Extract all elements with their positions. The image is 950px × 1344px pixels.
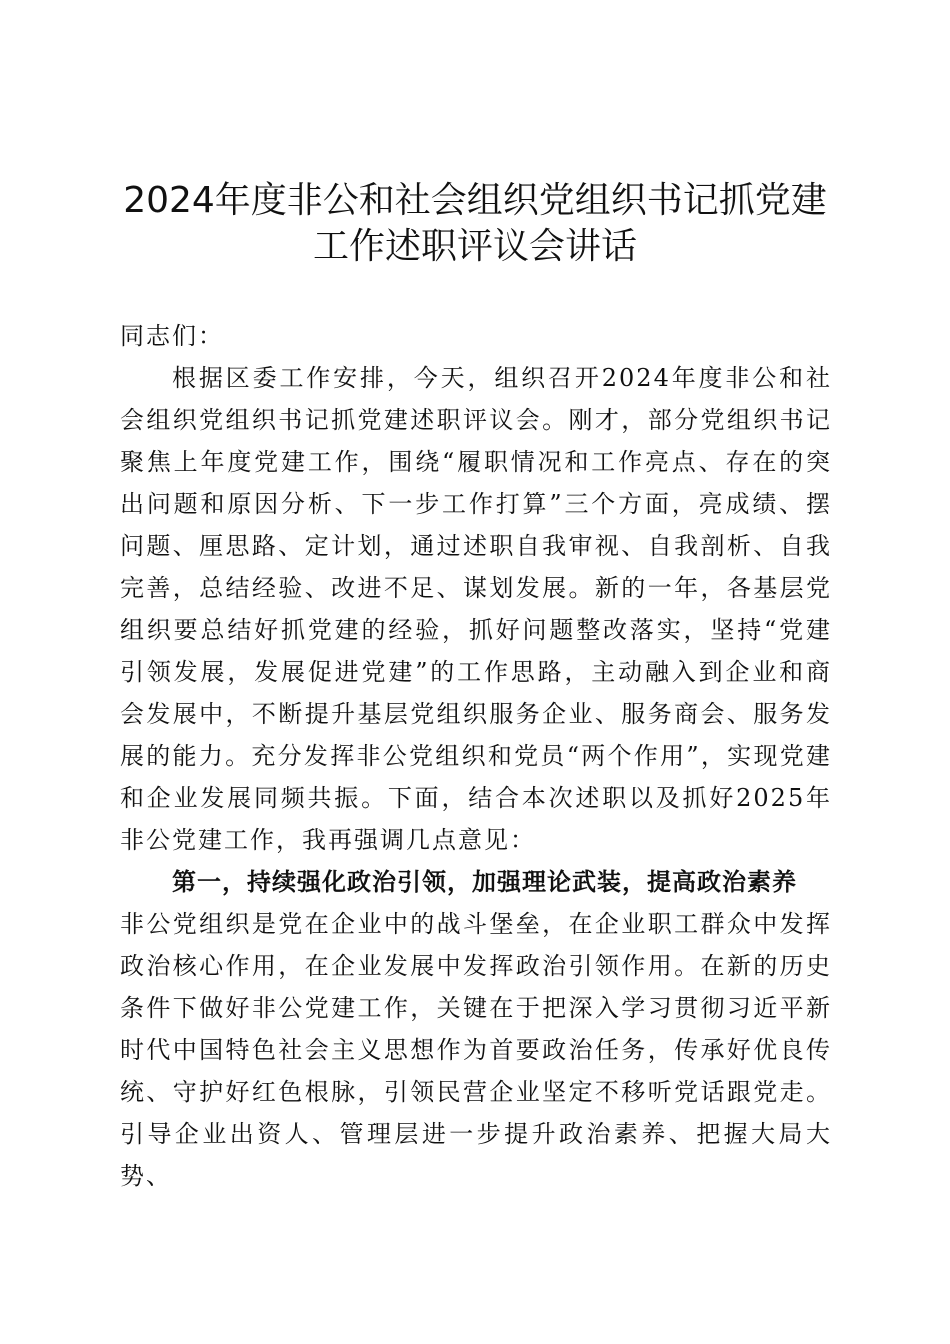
- section-heading-1: 第一，持续强化政治引领，加强理论武装，提高政治素养: [172, 867, 797, 896]
- paragraph-section-1: 非公党组织是党在企业中的战斗堡垒，在企业职工群众中发挥政治核心作用，在企业发展中发挥政治引领作用。在新的历史条件下做好非公党建工作，关键在于把深入学习贯彻习近平新时代中国特色社会主义思想作为首要政治任务，传承好优良传统、守护好红色根脉，引领民营企业坚定不移听党话跟党走。引导企业出资人、管理层进一步提升政治素养、把握大局大势、: [120, 910, 832, 1190]
- document-body: [120, 315, 832, 1197]
- document-title: [80, 178, 870, 270]
- title-line-2: 工作述职评议会讲话: [312, 226, 637, 267]
- paragraph-intro: 根据区委工作安排，今天，组织召开2024年度非公和社会组织党组织书记抓党建述职评议会。刚才，部分党组织书记聚焦上年度党建工作，围绕“履职情况和工作亮点、存在的突出问题和原因分析、下一步工作打算”三个方面，亮成绩、摆问题、厘思路、定计划，通过述职自我审视、自我剖析、自我完善，总结经验、改进不足、谋划发展。新的一年，各基层党组织要总结好抓党建的经验，抓好问题整改落实，坚持“党建引领发展，发展促进党建”的工作思路，主动融入到企业和商会发展中，不断提升基层党组织服务企业、服务商会、服务发展的能力。充分发挥非公党组织和党员“两个作用”，实现党建和企业发展同频共振。下面，结合本次述职以及抓好2025年非公党建工作，我再强调几点意见：: [120, 364, 832, 854]
- title-line-1: 2024年度非公和社会组织党组织书记抓党建: [123, 180, 827, 221]
- salutation: 同志们：: [120, 322, 224, 350]
